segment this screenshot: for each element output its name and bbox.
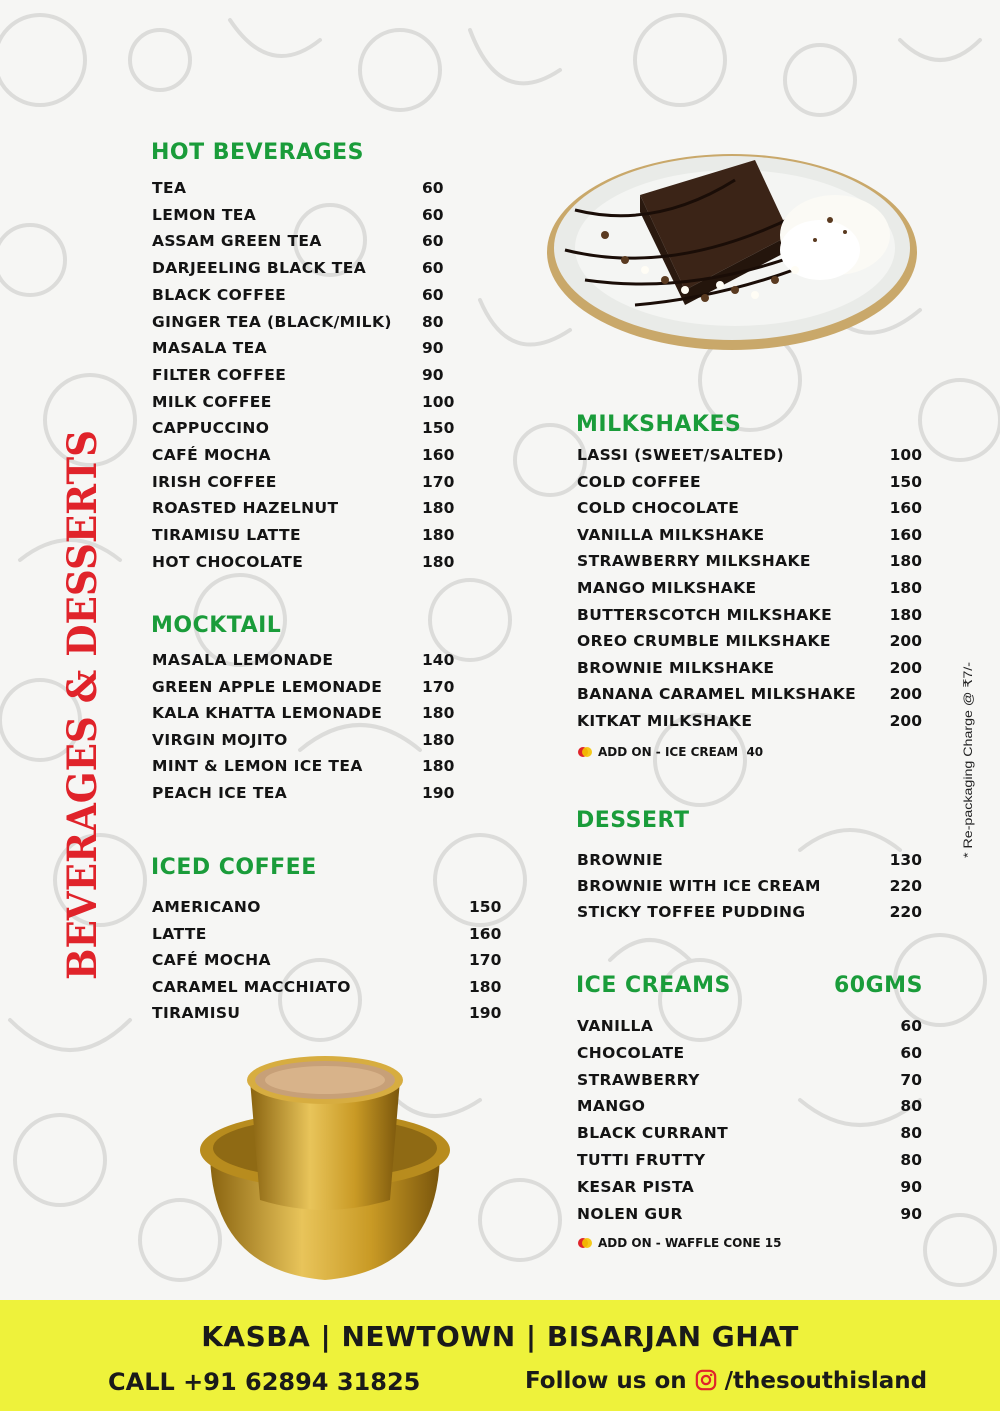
menu-item-name: BLACK CURRANT <box>577 1124 729 1143</box>
menu-item-price: 90 <box>900 1177 922 1196</box>
menu-item-name: CAFÉ MOCHA <box>152 951 271 970</box>
menu-item-price: 200 <box>889 712 922 730</box>
menu-item-price: 200 <box>889 632 922 651</box>
menu-item-price: 60 <box>422 205 444 224</box>
menu-item-name: TUTTI FRUTTY <box>577 1151 706 1169</box>
menu-item-price: 60 <box>900 1017 922 1035</box>
menu-item-name: MASALA TEA <box>152 339 268 358</box>
menu-item-price: 90 <box>900 1204 922 1223</box>
menu-item-price: 160 <box>889 525 922 544</box>
addon-dot-icon <box>578 747 592 757</box>
menu-item-price: 80 <box>900 1151 922 1169</box>
side-title-text: BEVERAGES & DESSERTS <box>59 430 106 980</box>
menu-item-name: CAPPUCCINO <box>152 419 270 438</box>
ice-creams-size: 60GMS <box>834 973 923 998</box>
menu-item-price: 200 <box>889 685 922 704</box>
section-title-dessert: DESSERT <box>576 808 690 833</box>
menu-item-name: GINGER TEA (BLACK/MILK) <box>152 312 392 331</box>
addon-waffle-cone-text: ADD ON - WAFFLE CONE 15 <box>598 1236 782 1250</box>
menu-item-price: 60 <box>422 259 444 278</box>
menu-item-name: COLD CHOCOLATE <box>577 499 740 518</box>
menu-item-name: TIRAMISU LATTE <box>152 526 301 545</box>
footer-bar <box>0 1300 1000 1411</box>
menu-item-price: 180 <box>422 730 455 749</box>
menu-item-price: 170 <box>422 472 455 491</box>
menu-item-name: HOT CHOCOLATE <box>152 552 304 571</box>
menu-item-name: MINT & LEMON ICE TEA <box>152 757 363 776</box>
menu-item-name: BLACK COFFEE <box>152 285 287 304</box>
menu-item-name: OREO CRUMBLE MILKSHAKE <box>577 632 831 651</box>
menu-item-name: LASSI (SWEET/SALTED) <box>577 446 785 464</box>
menu-item-price: 150 <box>889 472 922 491</box>
repackaging-note-text: * Re-packaging Charge @ ₹7/- <box>961 692 975 858</box>
section-title-hot-beverages: HOT BEVERAGES <box>151 140 365 165</box>
menu-item-name: LATTE <box>152 924 207 943</box>
menu-item-price: 80 <box>422 312 444 331</box>
menu-item-price: 60 <box>422 285 444 304</box>
menu-item-price: 220 <box>889 902 922 921</box>
menu-item-name: PEACH ICE TEA <box>152 784 288 802</box>
menu-item-name: TIRAMISU <box>152 1004 241 1023</box>
menu-item-name: LEMON TEA <box>152 205 257 224</box>
menu-item-name: COLD COFFEE <box>577 472 701 491</box>
menu-item-price: 160 <box>889 499 922 518</box>
follow-label: Follow us on <box>525 1368 687 1394</box>
menu-item-price: 90 <box>422 365 444 384</box>
menu-item-price: 200 <box>889 658 922 677</box>
menu-item-price: 90 <box>422 339 444 358</box>
menu-item-name: VANILLA <box>577 1017 654 1035</box>
menu-item-price: 70 <box>900 1070 922 1089</box>
menu-item-name: KESAR PISTA <box>577 1177 695 1196</box>
menu-item-price: 180 <box>469 977 502 996</box>
menu-item-price: 160 <box>422 446 455 464</box>
menu-item-price: 60 <box>422 179 444 197</box>
section-title-iced-coffee: ICED COFFEE <box>151 855 317 880</box>
menu-item-name: MANGO MILKSHAKE <box>577 579 757 597</box>
menu-item-price: 180 <box>422 757 455 776</box>
menu-item-name: CARAMEL MACCHIATO <box>152 977 351 996</box>
addon-ice-cream <box>578 745 763 759</box>
menu-item-price: 60 <box>900 1043 922 1062</box>
menu-item-price: 140 <box>422 651 455 669</box>
menu-item-name: BROWNIE WITH ICE CREAM <box>577 876 821 895</box>
menu-item-name: NOLEN GUR <box>577 1204 683 1223</box>
menu-item-price: 220 <box>889 876 922 895</box>
menu-item-name: MASALA LEMONADE <box>152 651 334 669</box>
menu-item-name: DARJEELING BLACK TEA <box>152 259 367 278</box>
filter-coffee-photo <box>190 1040 460 1290</box>
menu-item-price: 160 <box>469 924 502 943</box>
menu-item-name: MILK COFFEE <box>152 392 272 411</box>
menu-item-price: 180 <box>422 552 455 571</box>
menu-item-price: 180 <box>889 552 922 571</box>
menu-item-name: BROWNIE MILKSHAKE <box>577 658 775 677</box>
menu-item-name: TEA <box>152 179 187 197</box>
brownie-photo <box>545 140 920 355</box>
footer-locations: KASBA | NEWTOWN | BISARJAN GHAT <box>201 1320 799 1353</box>
addon-waffle-cone <box>578 1236 782 1250</box>
repackaging-note <box>958 660 978 860</box>
menu-item-name: VANILLA MILKSHAKE <box>577 525 765 544</box>
menu-item-price: 130 <box>889 851 922 869</box>
addon-dot-icon <box>578 1238 592 1248</box>
menu-item-price: 180 <box>422 526 455 545</box>
menu-item-price: 170 <box>469 951 502 970</box>
section-title-mocktail: MOCKTAIL <box>151 613 282 638</box>
instagram-icon[interactable] <box>695 1369 717 1391</box>
menu-item-name: VIRGIN MOJITO <box>152 730 288 749</box>
menu-item-price: 80 <box>900 1097 922 1116</box>
menu-item-price: 60 <box>422 232 444 251</box>
footer-phone[interactable]: CALL +91 62894 31825 <box>108 1368 421 1396</box>
menu-item-name: FILTER COFFEE <box>152 365 287 384</box>
menu-item-price: 100 <box>422 392 455 411</box>
addon-ice-cream-text: ADD ON - ICE CREAM 40 <box>598 745 764 759</box>
menu-item-price: 180 <box>422 704 455 723</box>
menu-item-name: KALA KHATTA LEMONADE <box>152 704 383 723</box>
instagram-handle[interactable]: /thesouthisland <box>724 1368 928 1394</box>
menu-item-price: 170 <box>422 677 455 696</box>
menu-item-name: IRISH COFFEE <box>152 472 277 491</box>
menu-item-price: 100 <box>889 446 922 464</box>
menu-item-name: BANANA CARAMEL MILKSHAKE <box>577 685 857 704</box>
menu-item-name: CHOCOLATE <box>577 1043 685 1062</box>
menu-item-name: STRAWBERRY <box>577 1070 700 1089</box>
menu-item-price: 80 <box>900 1124 922 1143</box>
menu-item-name: ASSAM GREEN TEA <box>152 232 322 251</box>
menu-item-name: STRAWBERRY MILKSHAKE <box>577 552 811 571</box>
menu-item-name: AMERICANO <box>152 898 261 916</box>
section-title-milkshakes: MILKSHAKES <box>576 412 742 437</box>
menu-item-price: 150 <box>422 419 455 438</box>
side-title <box>58 430 106 980</box>
menu-item-name: BROWNIE <box>577 851 664 869</box>
menu-item-price: 180 <box>422 499 455 518</box>
menu-item-name: KITKAT MILKSHAKE <box>577 712 753 730</box>
menu-item-price: 190 <box>469 1004 502 1023</box>
menu-item-price: 180 <box>889 579 922 597</box>
footer-social <box>525 1368 927 1394</box>
menu-item-price: 180 <box>889 605 922 624</box>
menu-item-name: GREEN APPLE LEMONADE <box>152 677 383 696</box>
menu-item-price: 150 <box>469 898 502 916</box>
menu-item-price: 190 <box>422 784 455 802</box>
menu-item-name: BUTTERSCOTCH MILKSHAKE <box>577 605 833 624</box>
menu-item-name: MANGO <box>577 1097 646 1116</box>
menu-item-name: STICKY TOFFEE PUDDING <box>577 902 806 921</box>
section-title-ice-creams: ICE CREAMS <box>576 973 731 998</box>
menu-item-name: ROASTED HAZELNUT <box>152 499 339 518</box>
menu-item-name: CAFÉ MOCHA <box>152 446 271 464</box>
